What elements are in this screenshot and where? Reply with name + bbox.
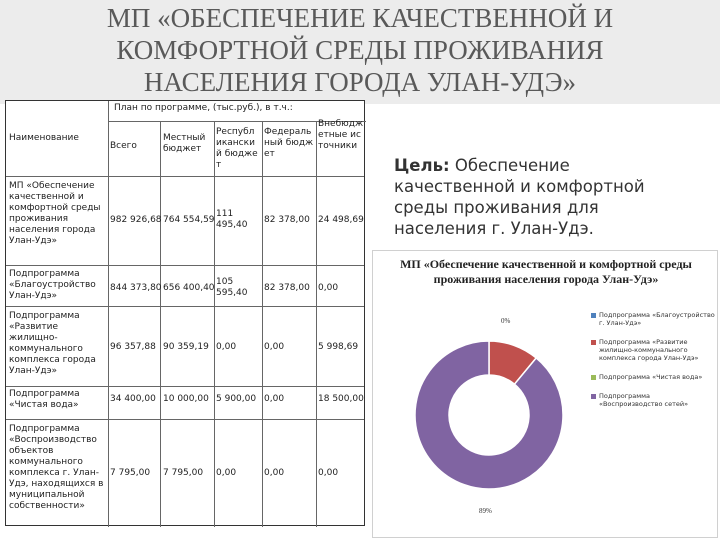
donut-chart [409,307,569,527]
goal-label: Цель: [394,156,450,175]
budget-table [5,100,365,526]
legend-item [591,338,715,362]
chart-panel [372,250,718,538]
table-row-federal: 0,00 [264,394,285,404]
table-row-federal: 0,00 [264,468,285,478]
table-row-total: 982 926,68 [110,215,162,225]
table-row-republic: 0,00 [216,468,237,478]
legend-swatch [591,375,596,380]
table-divider [214,121,215,527]
table-row-local: 764 554,59 [163,215,215,225]
goal-text [394,155,694,239]
table-row-federal: 82 378,00 [264,283,310,293]
plan-header: План по программе, (тыс.руб.), в т.ч.: [114,103,293,113]
table-row-local: 90 359,19 [163,342,209,352]
table-row-extra: 5 998,69 [318,342,359,352]
legend-item [591,373,715,381]
table-row-local: 7 795,00 [163,468,204,478]
legend-label: Подпрограмма «Чистая вода» [599,373,703,381]
table-row-name: МП «Обеспечение качественной и комфортной среды проживания населения города Улан-Удэ» [9,181,101,246]
table-row-total: 34 400,00 [110,394,156,404]
goal-body: Обеспечение качественной и комфортной среды проживания для населения г. Улан-Удэ. [394,156,645,238]
chart-title: МП «Обеспечение качественной и комфортной среды проживания населения города Улан-Удэ» [400,257,692,286]
table-row-republic: 105 595,40 [216,277,248,298]
table-row-republic: 0,00 [216,342,237,352]
table-row-total: 7 795,00 [110,468,151,478]
table-divider [6,386,364,387]
col-header-local: Местный бюджет [163,133,206,154]
table-divider [6,306,364,307]
table-row-federal: 0,00 [264,342,285,352]
title-line-2: КОМФОРТНОЙ СРЕДЫ ПРОЖИВАНИЯ [116,35,604,65]
legend-item [591,392,715,408]
table-divider [262,121,263,527]
table-row-name: Подпрограмма «Благоустройство Улан-Удэ» [9,269,96,301]
col-header-extra: Внебюджетные источники [318,119,364,151]
legend-swatch [591,394,596,399]
table-divider [6,419,364,420]
legend-label: Подпрограмма «Развитие жилищно-коммунального комплекса города Улан-Удэ» [599,338,699,362]
donut-slice [415,341,563,489]
title-line-1: МП «ОБЕСПЕЧЕНИЕ КАЧЕСТВЕННОЙ И [106,3,614,33]
table-row-extra: 0,00 [318,468,339,478]
table-divider [6,176,364,177]
table-row-local: 656 400,40 [163,283,215,293]
col-header-federal: Федеральный бюджет [264,127,314,159]
table-row-name: Подпрограмма «Воспроизводство объектов коммунального комплекса г. Улан-Удэ, находящихся в муниципальной собственности» [9,424,104,511]
chart-legend [591,311,715,419]
table-row-name: Подпрограмма «Развитие жилищно-коммунального комплекса города Улан-Удэ» [9,311,96,376]
legend-swatch [591,340,596,345]
table-row-local: 10 000,00 [163,394,209,404]
table-divider [108,101,109,527]
legend-label: Подпрограмма «Благоустройство г. Улан-Удэ» [599,311,715,327]
table-row-republic: 111 495,40 [216,209,248,230]
data-label: 89% [479,507,492,515]
table-row-extra: 18 500,00 [318,394,364,404]
legend-swatch [591,313,596,318]
table-row-extra: 24 498,69 [318,215,364,225]
table-divider [6,265,364,266]
title-line-3: НАСЕЛЕНИЯ ГОРОДА УЛАН-УДЭ» [143,67,577,97]
col-header-total: Всего [110,141,137,151]
table-row-republic: 5 900,00 [216,394,257,404]
data-label: 0% [501,317,511,325]
legend-label: Подпрограмма «Воспроизводство сетей» [599,392,689,408]
table-row-total: 96 357,88 [110,342,156,352]
table-divider [160,121,161,527]
slide-title [10,2,710,98]
col-header-name: Наименование [9,133,79,143]
table-row-name: Подпрограмма «Чистая вода» [9,389,80,410]
col-header-republic: Республиканский бюджет [216,127,258,170]
table-row-federal: 82 378,00 [264,215,310,225]
legend-item [591,311,715,327]
data-label: 11% [453,331,466,339]
table-row-extra: 0,00 [318,283,339,293]
table-divider [316,121,317,527]
table-row-total: 844 373,80 [110,283,162,293]
